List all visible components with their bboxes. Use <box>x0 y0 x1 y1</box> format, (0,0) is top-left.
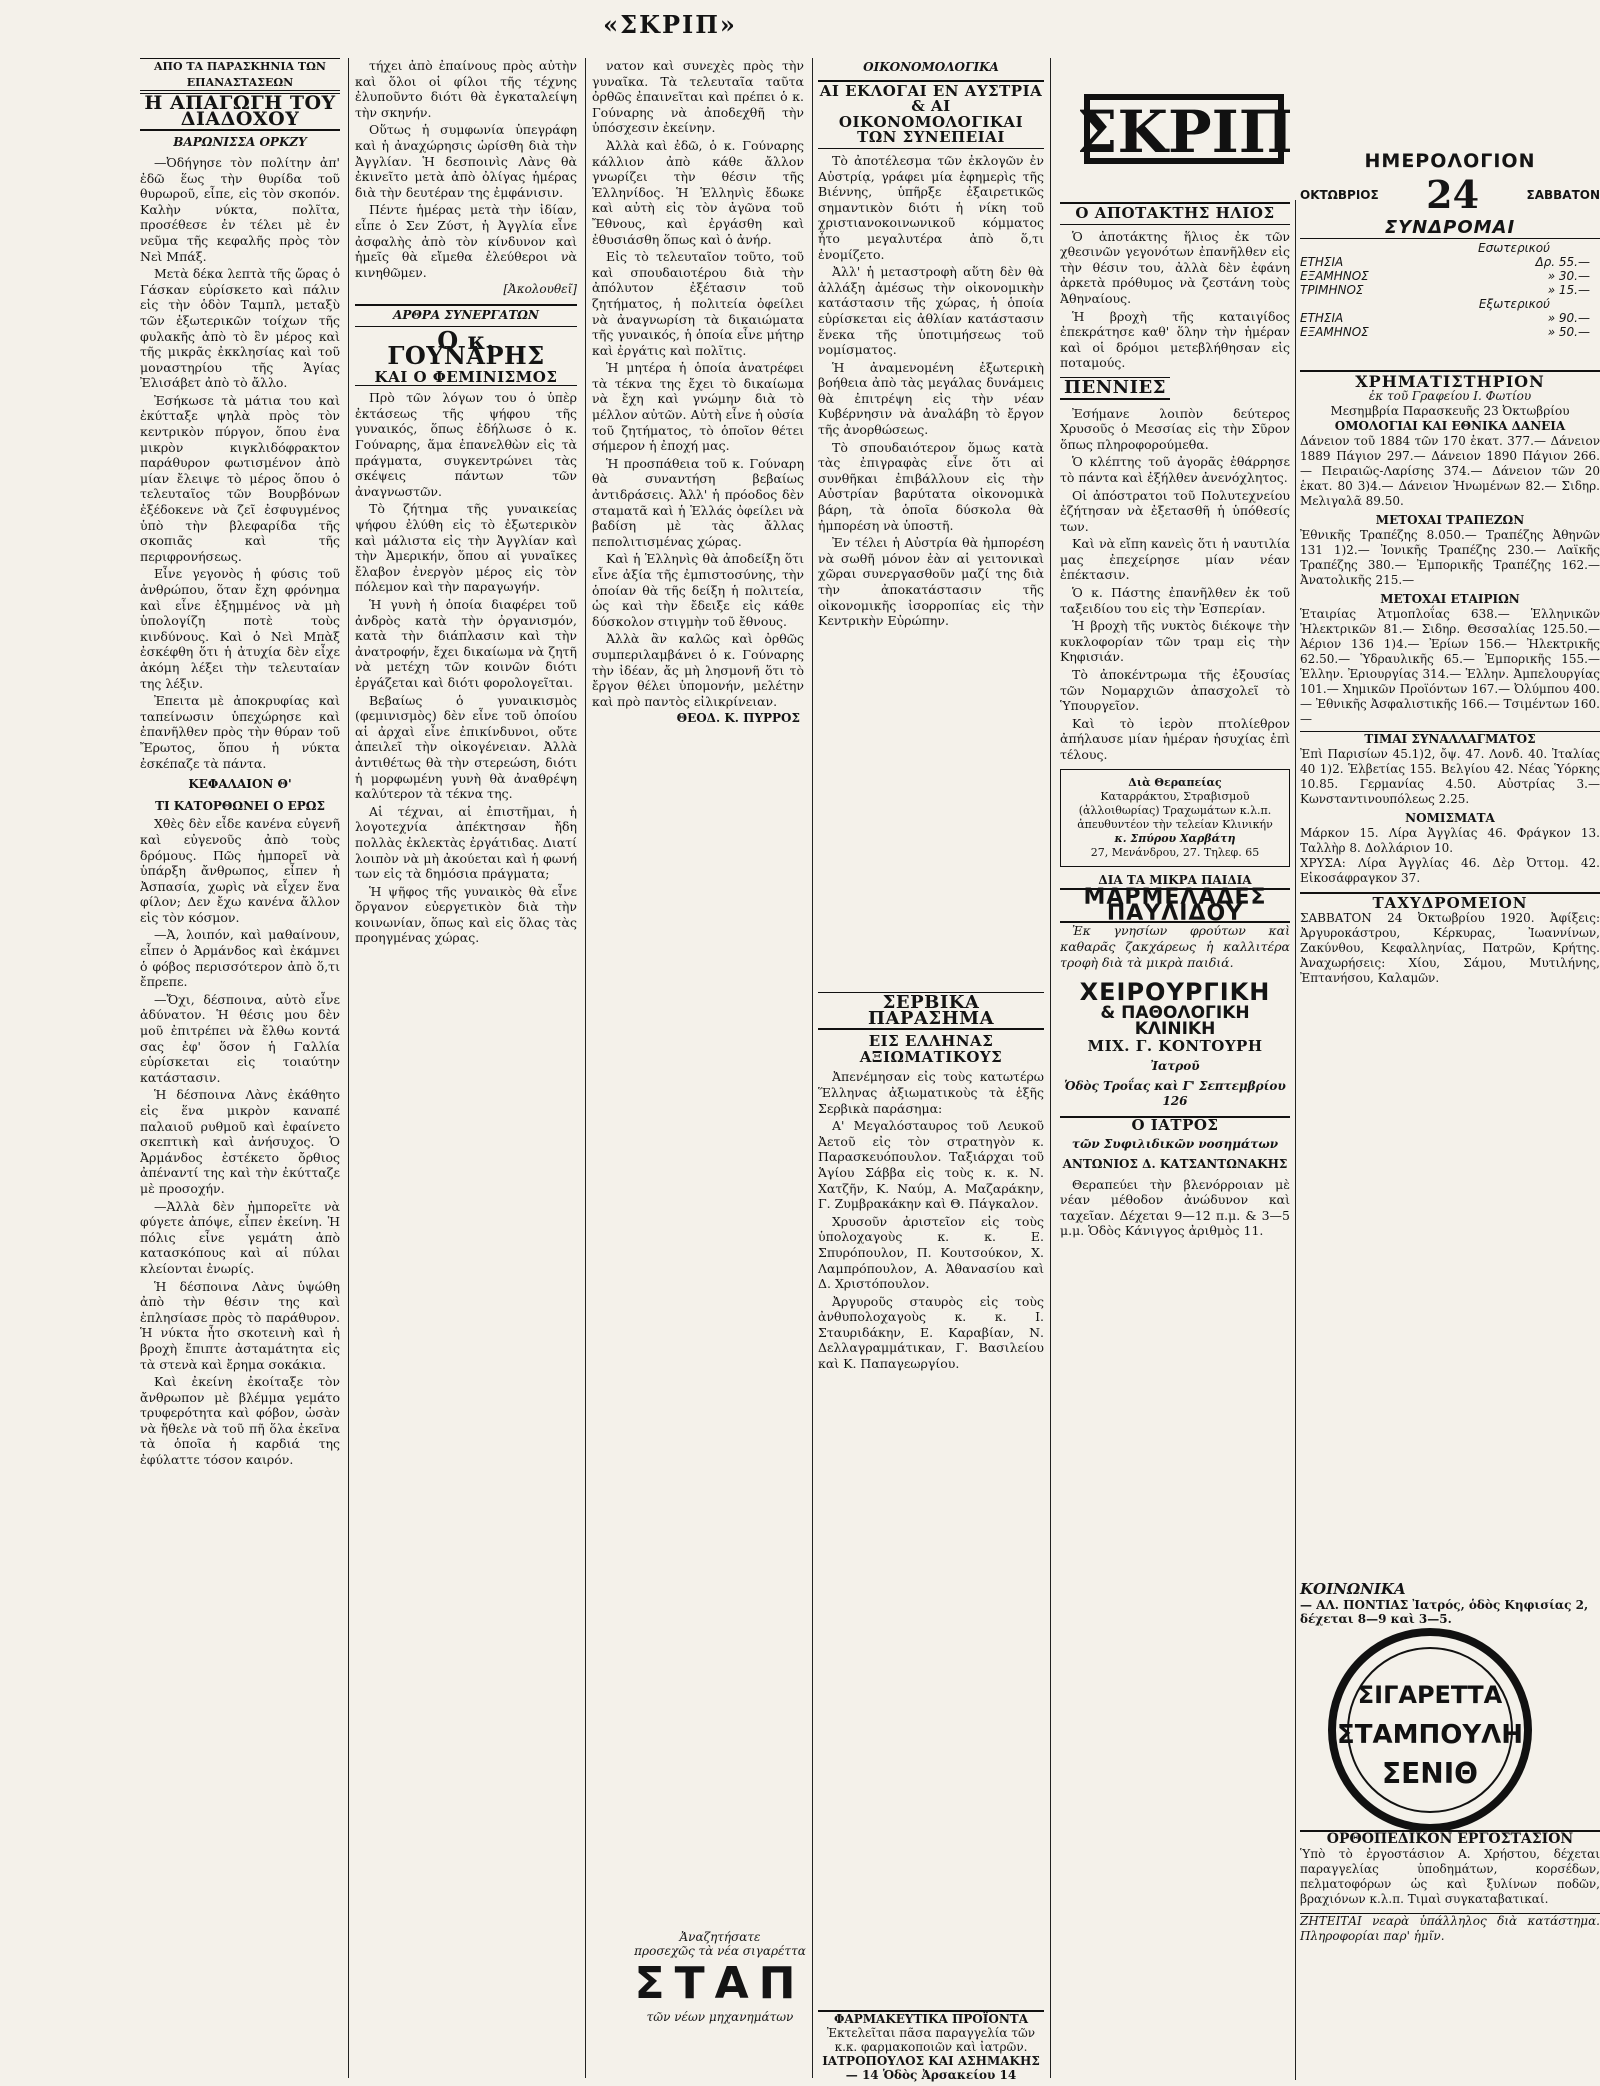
svg-text:ΣΕΝΙΘ: ΣΕΝΙΘ <box>1382 1757 1478 1790</box>
paragraph: Τὸ ζήτημα τῆς γυναικείας ψήφου ἐλύθη εἰς τὸ ἐξωτερικὸν καὶ μάλιστα εἰς τὴν Ἀγγλίαν καὶ τὴν Ἀμερικήν, ὅπου αἱ γυναῖκες ἔλαβον ἐνεργὸν μέρος εἰς τὸν πόλεμον καὶ τὴν παραγωγήν. <box>355 501 577 595</box>
bourse-text: Ἑταιρίας Ἀτμοπλοΐας 638.— Ἑλληνικῶν Ἠλεκτρικῶν 81.— Σιδηρ. Θεσσαλίας 125.50.— Ἀέριον 136 1)4.— Ἐρίων 156.— Ἠλεκτρικῆς 62.50.— Ὑδραυλικῆς 65.— Ἐμπορικῆς 155.— Ἑλλην. Ἐριουργίας 314.— Ἑλλην. Ἀμπελουργίας 101.— Χημικῶν Προϊόντων 167.— Ὀλύμπου 400.— Ἐθνικῆς Ἀσφαλιστικῆς 166.— Τσιμέντων 160.— <box>1300 607 1600 726</box>
article-subtitle: ΕΙΣ ΕΛΛΗΝΑΣ ΑΞΙΩΜΑΤΙΚΟΥΣ <box>859 1032 1003 1066</box>
social-title: ΚΟΙΝΩΝΙΚΑ <box>1300 1580 1406 1598</box>
masthead-title: «ΣΚΡΙΠ» <box>603 10 737 39</box>
iatros-title: Ο ΙΑΤΡΟΣ <box>1060 1116 1290 1134</box>
column-rule <box>585 58 586 2078</box>
pennies-item: Ἡ βροχὴ τῆς νυκτὸς διέκοψε τὴν κυκλοφορίαν τῶν τραμ εἰς τὴν Κηφισιάν. <box>1060 618 1290 665</box>
iatros-name: ΑΝΤΩΝΙΟΣ Δ. ΚΑΤΣΑΝΤΩΝΑΚΗΣ <box>1062 1156 1288 1171</box>
ad-title: Διὰ Θεραπείας <box>1128 775 1222 789</box>
paragraph: Ἡ προσπάθεια τοῦ κ. Γούναρη θὰ συναντήση βεβαίως ἀντιδράσεις. Ἀλλ' ἡ πρόοδος δὲν σταματᾶ καὶ ἡ Ἑλλάς ὀφείλει νὰ βαδίση μὲ τὰς ἄλλας πεπολιτισμένας χώρας. <box>592 455 804 549</box>
serial-label: ΑΠΟ ΤΑ ΠΑΡΑΣΚΗΝΙΑ ΤΩΝ ΕΠΑΝΑΣΤΑΣΕΩΝ <box>140 58 340 91</box>
bourse-heading: ΜΕΤΟΧΑΙ ΤΡΑΠΕΖΩΝ <box>1375 513 1525 527</box>
paragraph: Μετὰ δέκα λεπτὰ τῆς ὥρας ὁ Γάσκαν εὑρίσκετο καὶ πάλιν εἰς τὴν ὁδὸν Ταμπλ, μεταξὺ τῶν ἐξωτερικῶν τοίχων τῆς φυλακῆς ἀπὸ τὸ ἓν μέρος καὶ τῆς μικρᾶς ἐκκλησίας καὶ τοῦ μοναστηρίου τῆς Ἁγίας Ἐλισάβετ ἀπὸ τὸ ἄλλο. <box>140 266 340 391</box>
bourse-text: Ἐθνικῆς Τραπέζης 8.050.— Τραπέζης Ἀθηνῶν 131 1)2.— Ἰονικῆς Τραπέζης 230.— Λαϊκῆς Τραπέζης 380.— Ἐμπορικῆς Τραπέζης 162.— Ἀνατολικῆς 215.— <box>1300 528 1600 587</box>
bourse-title: ΧΡΗΜΑΤΙΣΤΗΡΙΟΝ <box>1300 370 1600 389</box>
paragraph: νατον καὶ συνεχὲς πρὸς τὴν γυναῖκα. Τὰ τελευταῖα ταῦτα ὀρθῶς ἐπαινεῖται καὶ πρέπει ὁ κ. Γούναρης νὰ ἀποδεχθῆ τὴν ὑπόσχεσιν ἐκείνην. <box>592 58 804 136</box>
bourse-text: Ἐπὶ Παρισίων 45.1)2, ὄψ. 47. Λονδ. 40. Ἰταλίας 40 1)2. Ἑλβετίας 155. Βελγίου 42. Νέας Ὑόρκης 10.85. Γερμανίας 4.50. Αὐστρίας 3.— Κωνσταντινουπόλεως 2.25. <box>1300 747 1600 806</box>
paragraph: Ἡ ἀναμενομένη ἐξωτερικὴ βοήθεια ἀπὸ τὰς μεγάλας δυνάμεις θὰ ἐπιτρέψη εἰς τὴν νέαν Κυβέρνησιν νὰ ἀναλάβη τὸ ἔργον τῆς ἀνορθώσεως. <box>818 359 1044 438</box>
ad-text: Ἐκ γνησίων φρούτων καὶ καθαρᾶς ζακχάρεως ἡ καλλιτέρα τροφὴ διὰ τὰ μικρὰ παιδιά. <box>1060 923 1290 970</box>
paragraph: τήχει ἀπὸ ἐπαίνους πρὸς αὐτὴν καὶ ὅλοι οἱ φίλοι τῆς τέχνης ἐλυποῦντο διότι θὰ ἐγκαταλείψη τὴν σκηνήν. <box>355 58 577 120</box>
subscriptions-group: Εξωτερικού <box>1478 297 1550 311</box>
stock-exchange <box>1300 370 1600 986</box>
subscription-row: ΤΡΙΜΗΝΟΣ » 15.— <box>1300 283 1590 297</box>
paragraph: —Ὄχι, δέσποινα, αὐτὸ εἶνε ἀδύνατον. Ἡ θέσις μου δὲν μοῦ ἐπιτρέπει νὰ ἔλθω κοντά σας ἐφ' ὅσον ἡ Γαλλία εὑρίσκεται εἰς τοιαύτην κατάστασιν. <box>140 991 340 1085</box>
paragraph: Ἡ γυνὴ ἡ ὁποία διαφέρει τοῦ ἀνδρὸς κατὰ τὴν ὀργανισμόν, κατὰ τὴν διάπλασιν καὶ τὴν ἀνατροφήν, ἔχει δικαίωμα νὰ ζητῆ νὰ μετέχη τῶν κοινῶν διότι ἐργάζεται καὶ διότι φορολογεῖται. <box>355 597 577 690</box>
pennies-item: Καὶ τὸ ἱερὸν πτολίεθρον ἀπήλαυσε μίαν ἡμέραν ἡσυχίας ἐπὶ τέλους. <box>1060 715 1290 762</box>
chapter-title: ΤΙ ΚΑΤΟΡΘΩΝΕΙ Ο ΕΡΩΣ <box>155 798 325 813</box>
serbian-medals-article <box>818 990 1044 1990</box>
bourse-text: Δάνειον τοῦ 1884 τῶν 170 ἑκατ. 377.— Δάνειον 1889 Πάγιον 297.— Δάνειον 1890 Πάγιον 266.— Πειραιῶς-Λαρίσης 374.— Δάνειον τῶν 20 ἑκατ. 80 3)4.— Δάνειον Ἠνωμένων 82.— Σιδηρ. Μελιγαλᾶ 89.50. <box>1300 434 1600 508</box>
paragraph: Πέντε ἡμέρας μετὰ τὴν ἰδίαν, εἶπε ὁ Σεν Ζύστ, ἡ Ἀγγλία εἶνε ἀσφαλὴς ἀπὸ τὸν κίνδυνον καὶ ἡμεῖς θὰ εἴμεθα ἐλεύθεροι νὰ κινηθῶμεν. <box>355 202 577 280</box>
bourse-source: ἐκ τοῦ Γραφείου Ι. Φωτίου <box>1368 389 1532 403</box>
ad-line: τῶν νέων μηχανημάτων <box>646 2010 794 2024</box>
paragraph: Καὶ ἡ Ἑλληνὶς θὰ ἀποδείξη ὅτι εἶνε ἀξία τῆς ἐμπιστοσύνης, τὴν ὁποίαν θὰ τῆς δείξη ἡ πολιτεία, ὡς καὶ τὴν ἔδειξε εἰς κάθε δύσκολον στιγμὴν τοῦ ἔθνους. <box>592 551 804 629</box>
calendar-date <box>1300 172 1600 217</box>
paragraph: Αἱ τέχναι, αἱ ἐπιστῆμαι, ἡ λογοτεχνία ἀπέκτησαν ἤδη πολλὰς ἐκλεκτὰς ἐργάτιδας. Διατί λοιπὸν νὰ μὴ ἀκούεται καὶ ἡ φωνή των εἰς τὰ δημόσια πράγματα; <box>355 803 577 882</box>
paragraph: Ἀπενέμησαν εἰς τοὺς κατωτέρω Ἕλληνας ἀξιωματικοὺς τὰ ἑξῆς Σερβικὰ παράσημα: <box>818 1069 1044 1116</box>
subscriptions-title: ΣΥΝΔΡΟΜΑΙ <box>1300 217 1600 239</box>
pennies-item: Οἱ ἀπόστρατοι τοῦ Πολυτεχνείου ἐζήτησαν νὰ ἐξετασθῆ ἡ ὑπόθεσίς των. <box>1060 487 1290 534</box>
serial-author: ΒΑΡΩΝΙΣΣΑ ΟΡΚΖΥ <box>173 135 307 150</box>
subscription-row: ΕΞΑΜΗΝΟΣ » 30.— <box>1300 269 1590 283</box>
svg-text:ΣΤΑΜΠΟΥΛΗ: ΣΤΑΜΠΟΥΛΗ <box>1336 1720 1524 1750</box>
bourse-heading: ΝΟΜΙΣΜΑΤΑ <box>1405 811 1495 825</box>
paragraph: Ἐν τέλει ἡ Αὐστρία θὰ ἠμπορέση νὰ σωθῆ μόνον ἐὰν αἱ γειτονικαὶ χῶραι συνεργασθοῦν μαζί της διὰ τὴν ἀποκατάστασιν τῆς οἰκονομικῆς ἰσορροπίας εἰς τὴν Κεντρικὴν Εὐρώπην. <box>818 535 1044 629</box>
chapter-heading: ΚΕΦΑΛΑΙΟΝ Θ' <box>188 777 292 792</box>
subscription-row: ΕΤΗΣΙΑ Δρ. 55.— <box>1300 255 1590 269</box>
paragraph: Ἡ ψῆφος τῆς γυναικὸς θὰ εἶνε ὄργανον εὐεργετικὸν διὰ τὴν κοινωνίαν, ὅπως καὶ εἰς ὅλας τὰς προηγμένας χώρας. <box>355 883 577 946</box>
stap-advertisement <box>630 1930 810 2024</box>
logo-graphic <box>1080 74 1290 184</box>
ad-text: Ἐκτελεῖται πᾶσα παραγγελία τῶν κ.κ. φαρμακοποιῶν καὶ ἰατρῶν. <box>826 2026 1036 2054</box>
paragraph: Ἀλλὰ καὶ ἐδῶ, ὁ κ. Γούναρης κάλλιον ἀπὸ κάθε ἄλλον γνωρίζει τὴν θέσιν τῆς Ἑλληνίδος. Ἡ Ἑλληνὶς ἔδωκε καὶ αὐτὴ εἰς τὸν ἀγῶνα τοῦ Ἔθνους, καὶ ἐργάσθη καὶ ἐθυσιάσθη ὅπως καὶ ὁ ἀνήρ. <box>592 137 804 247</box>
paragraph: Βεβαίως ὁ γυναικισμὸς (φεμινισμὸς) δὲν εἶνε τοῦ ὁποίου αἱ ἀρχαὶ εἶνε ἐπικίνδυνοι, οὔτε ἀπειλεῖ τὴν οἰκογένειαν. Ἀλλὰ ἀντιθέτως θὰ τὴν στερεώση, διότι ἡ μορφωμένη γυνὴ θὰ ἀναθρέψη καλύτερον τὰ τέκνα της. <box>355 692 577 802</box>
column-serial <box>140 58 340 2078</box>
orthopedic-ad <box>1300 1830 1600 1944</box>
ad-heading: ΔΙΑ ΤΑ ΜΙΚΡΑ ΠΑΙΔΙΑ <box>1098 872 1252 887</box>
iatros-subtitle: τῶν Συφιλιδικῶν νοσημάτων <box>1071 1137 1279 1152</box>
paragraph: Ἡ δέσποινα Λὰνς ὑψώθη ἀπὸ τὴν θέσιν της καὶ ἐπλησίασε πρὸς τὸ παράθυρον. Ἡ νύκτα ἦτο σκοτεινὴ καὶ ἡ βροχὴ ἔπιπτε ἀσταμάτητα εἰς τὰ στενὰ καὶ ἔρημα σοκάκια. <box>140 1278 340 1372</box>
subscription-row: ΕΞΑΜΗΝΟΣ » 50.— <box>1300 325 1590 339</box>
social-text: — ΑΛ. ΠΟΝΤΙΑΣ Ἰατρός, ὁδὸς Κηφισίας 2, δέχεται 8—9 καὶ 3—5. <box>1300 1598 1589 1626</box>
pennies-item: Καὶ νὰ εἴπη κανεὶς ὅτι ἡ ναυτιλία μας ἐπεχείρησε μίαν νέαν ἐπέκτασιν. <box>1060 536 1290 583</box>
bourse-text: Μάρκον 15. Λίρα Ἀγγλίας 46. Φράγκον 13. Ταλλὴρ 8. Δολλάριον 10. <box>1300 826 1600 855</box>
bourse-date: Μεσημβρία Παρασκευῆς 23 Ὀκτωβρίου <box>1330 404 1570 418</box>
pharma-advertisement <box>818 2010 1044 2082</box>
ad-doctor: κ. Σπύρου Χαρβάτη <box>1114 831 1236 845</box>
social-news <box>1300 1580 1600 1626</box>
bourse-text: ΧΡΥΣΑ: Λίρα Ἀγγλίας 46. Δὲρ Ὀττομ. 42. Εἰκοσάφραγκον 37. <box>1300 856 1600 885</box>
column-rule <box>1295 200 1296 2080</box>
paragraph: Ἀλλ' ἡ μεταστροφὴ αὕτη δὲν θὰ ἀλλάξη ἀμέσως τὴν οἰκονομικὴν κατάστασιν τῆς χώρας, ἡ ὁποία εὑρίσκεται εἰς ἀθλίαν κατάστασιν ἕνεκα τῆς ὑποτιμήσεως τοῦ νομίσματος. <box>818 264 1044 358</box>
paragraph: Τὸ σπουδαιότερον ὅμως κατὰ τὰς ἐπιγραφὰς εἶνε ὅτι αἱ συνθῆκαι ἐπιβάλλουν εἰς τὴν Αὐστρίαν βαρύτατα οἰκονομικὰ βάρη, τὰ ὁποῖα δύσκολα θὰ ἠμπορέση νὰ ὑποστῆ. <box>818 439 1044 533</box>
calendar-day: 24 <box>1426 172 1480 217</box>
calendar-box <box>1300 150 1600 339</box>
stamp-graphic <box>1325 1625 1535 1835</box>
paragraph: Εἰς τὸ τελευταῖον τοῦτο, τοῦ καὶ σπουδαιοτέρου διὰ τὴν ἀπόλυτον ἐξέτασιν τοῦ ζητήματος, ἡ πολιτεία ὀφείλει νὰ ἀναγνωρίση τὰ δικαιώματα τῆς γυναικός, ἡ ὁποία εἶνε μήτηρ καὶ ἐργάτις καὶ πολῖτις. <box>592 249 804 358</box>
bourse-heading: ΜΕΤΟΧΑΙ ΕΤΑΙΡΙΩΝ <box>1380 592 1520 606</box>
calendar-month: ΟΚΤΩΒΡΙΟΣ <box>1300 187 1379 202</box>
article-subtitle: ΚΑΙ Ο ΦΕΜΙΝΙΣΜΟΣ <box>355 370 577 387</box>
paragraph: Ὁ ἀποτάκτης ἥλιος ἐκ τῶν χθεσινῶν γεγονότων ἐπανῆλθεν εἰς τὴν θέσιν του, ἀλλὰ δὲν ἐφάνη ἀρκετὰ πρόθυμος νὰ ζεστάνη τοὺς Ἀθηναίους. <box>1060 228 1290 306</box>
masthead-logo <box>1080 74 1290 184</box>
serial-title: Η ΑΠΑΓΩΓΗ ΤΟΥ ΔΙΑΔΟΧΟΥ <box>140 93 340 131</box>
pennies-item: Ὁ κ. Πάστης ἐπανῆλθεν ἐκ τοῦ ταξειδίου του εἰς τὴν Ἑσπερίαν. <box>1060 585 1290 616</box>
ad-brand: ΣΤΑΠ <box>634 1958 806 2009</box>
column-four <box>818 58 1044 978</box>
paragraph: Ἡ μητέρα ἡ ὁποία ἀνατρέφει τὰ τέκνα της ἔχει τὸ δικαίωμα νὰ ἔχη καὶ γνώμην διὰ τὸ μέλλον αὐτῶν. Αὐτὴ εἶνε ἡ οὐσία τοῦ ζητήματος, τὸ ὁποῖον θέτει σήμερον ἡ ἐποχή μας. <box>592 360 804 454</box>
paragraph: Α' Μεγαλόσταυρος τοῦ Λευκοῦ Ἀετοῦ εἰς τὸν στρατηγὸν κ. Παρασκευόπουλον. Ταξιάρχαι τοῦ Ἁγίου Σάββα εἰς τοὺς κ. κ. Ν. Χατζῆν, Κ. Ναύμ, Α. Μαζαράκην, Γ. Ζυμβρακάκην καὶ Θ. Πάγκαλον. <box>818 1118 1044 1212</box>
section-heading: ΟΙΚΟΝΟΜΟΛΟΓΙΚΑ <box>863 60 999 74</box>
ad-line: προσεχῶς τὰ νέα σιγαρέττα <box>634 1944 806 1958</box>
paragraph: Τὸ ἀποτέλεσμα τῶν ἐκλογῶν ἐν Αὐστρίᾳ, γράφει μία ἐφημερὶς τῆς Βιέννης, ὑπῆρξε ἐξαιρετικῶς σημαντικὸν διότι ἡ νίκη τοῦ χριστιανοκοινωνικοῦ κόμματος ἦτο μεγαλυτέρα ἀπὸ ὅ,τι ἐνομίζετο. <box>818 152 1044 262</box>
pennies-item: Ἐσήμανε λοιπὸν δεύτερος Χρυσοῦς ὁ Μεσσίας εἰς τὴν Σῦρον ὅπως πληροφορούμεθα. <box>1060 405 1290 452</box>
paragraph: Ἐπειτα μὲ ἀποκρυφίας καὶ ταπείνωσιν ὑπεχώρησε καὶ ἐπανῆλθεν πρὸς τὴν θύραν τοῦ Ἔρωτος, ὅπου ἡ νύκτα ἐσκέπαζε τὰ πάντα. <box>140 693 340 771</box>
paragraph: Χθὲς δὲν εἶδε κανένα εὐγενῆ καὶ εὐγενοῦς ἀπὸ τοὺς δρόμους. Πῶς ἠμπορεῖ νὰ ὑπάρξη ἄνθρωπος, εἶπεν ἡ Ἀσπασία, χωρὶς νὰ εἶχεν ἕνα φίλον; Δεν ἔχω κανένα ἄλλον εἰς τὸν κόσμον. <box>140 816 340 925</box>
calendar-title: ΗΜΕΡΟΛΟΓΙΟΝ <box>1364 150 1536 172</box>
cigarette-stamp <box>1325 1625 1535 1835</box>
paragraph: Καὶ ἐκείνη ἐκοίταξε τὸν ἄνθρωπον μὲ βλέμμα γεμάτο τρυφερότητα καὶ φόβον, ὡσὰν νὰ ἤθελε νὰ τοῦ πῆ ὅλα ἐκεῖνα τὰ ὁποῖα ἡ καρδιά της ἐφύλαττε τόσον καιρόν. <box>140 1374 340 1468</box>
paragraph: Ἀλλὰ ἂν καλῶς καὶ ὀρθῶς συμπεριλαμβάνει ὁ κ. Γούναρης τὴν ἰδέαν, ἄς μὴ λησμονῆ ὅτι τὸ ἔργον θέλει ὑπομονήν, μελέτην καὶ πρὸ παντὸς εἰλικρίνειαν. <box>592 631 804 709</box>
paragraph: Ἀργυροῦς σταυρὸς εἰς τοὺς ἀνθυπολοχαγοὺς κ. κ. Ι. Σταυριδάκην, Ε. Καραβίαν, Ν. Δελλαγραμμάτικαν, Γ. Βασιλείου καὶ Κ. Παπαγεωργίου. <box>818 1293 1044 1372</box>
ad-text: Καταρράκτου, Στραβισμοῦ (ἀλλοιθωρίας) Τραχωμάτων κ.λ.π. ἀπευθυντέον τὴν τελείαν Κλινικήν <box>1077 789 1273 831</box>
continued-note: [Ἀκολουθεῖ] <box>503 282 577 297</box>
section-heading: ΑΡΘΡΑ ΣΥΝΕΡΓΑΤΩΝ <box>355 304 577 327</box>
svg-text:ΣΙΓΑΡΕΤΤΑ: ΣΙΓΑΡΕΤΤΑ <box>1357 1681 1503 1709</box>
subscription-row: ΕΤΗΣΙΑ » 90.— <box>1300 311 1590 325</box>
pennies-title: ΠΕΝΝΙΕΣ <box>1060 377 1170 400</box>
post-title: ΤΑΧΥΔΡΟΜΕΙΟΝ <box>1300 892 1600 911</box>
paragraph: Εἶνε γεγονὸς ἡ φύσις τοῦ ἀνθρώπου, ὅταν ἔχη φρόνημα καὶ εἶνε ἐξημμένος νὰ μὴ ὑπολογίζη ποτὲ τοὺς κινδύνους. Καὶ ὁ Νεὶ Μπὰξ ἐσκέφθη ὅτι ἡ ἀτυχία δὲν εἶχε ἀκόμη λέξει τὴν τελευταίαν της λέξιν. <box>140 566 340 691</box>
subscriptions-group: Εσωτερικού <box>1478 241 1550 255</box>
clinic-advertisement <box>1060 769 1290 867</box>
ad-title: ΦΑΡΜΑΚΕΥΤΙΚΑ ΠΡΟΪΟΝΤΑ <box>818 2010 1044 2026</box>
article-title: Ο ΑΠΟΤΑΚΤΗΣ ΗΛΙΟΣ <box>1060 202 1290 225</box>
article-title: Ο κ. ΓΟΥΝΑΡΗΣ <box>387 325 545 371</box>
ad-title: ΟΡΘΟΠΕΔΙΚΟΝ ΕΡΓΟΣΤΑΣΙΟΝ <box>1300 1830 1600 1847</box>
subscriptions-table <box>1300 241 1590 339</box>
article-author: ΘΕΟΔ. Κ. ΠΥΡΡΟΣ <box>676 711 800 726</box>
article-title: ΑΙ ΕΚΛΟΓΑΙ ΕΝ ΑΥΣΤΡΙΑ & ΑΙ ΟΙΚΟΝΟΜΟΛΟΓΙΚΑΙ ΤΩΝ ΣΥΝΕΠΕΙΑΙ <box>818 80 1044 149</box>
column-five <box>1060 200 1290 2070</box>
clinic-address: Ὁδὸς Τροΐας καὶ Γ' Σεπτεμβρίου 126 <box>1064 1078 1286 1109</box>
clinic-doctor: ΜΙΧ. Γ. ΚΟΝΤΟΥΡΗ <box>1087 1037 1263 1056</box>
clinic-title: ΧΕΙΡΟΥΡΓΙΚΗ <box>1079 978 1271 1007</box>
logo-word: ΣΚΡΙΠ <box>1080 98 1290 166</box>
paragraph: Πρὸ τῶν λόγων του ὁ ὑπὲρ ἐκτάσεως τῆς ψήφου τῆς γυναικός, ὅπως ἐδήλωσε ὁ κ. Γούναρης, ἅμα ἐπανελθὼν εἰς τὰ πράγματα, συγκεντρώνει τὰς σκέψεις πάντων τῶν ἀναγνωστῶν. <box>355 390 577 499</box>
paragraph: Χρυσοῦν ἀριστεῖον εἰς τοὺς ὑπολοχαγοὺς κ. κ. Ε. Σπυρόπουλον, Π. Κουτσούκον, Χ. Λαμπρόπουλον, Α. Ἀθανασίου καὶ Δ. Χριστόπουλον. <box>818 1213 1044 1292</box>
paragraph: —Ὀδήγησε τὸν πολίτην ἀπ' ἐδῶ ἕως τὴν θυρίδα τοῦ θυρωροῦ, εἶπε, εἰς τὸν σκοπόν. Καλὴν νύκτα, πολῖτα, προσέθεσε ἐν τέλει μὲ ἐν νεῦμα τῆς κεφαλῆς πρὸς τὸν Νεὶ Μπάξ. <box>140 154 340 264</box>
ad-line: Ἀναζητήσατε <box>679 1930 761 1944</box>
clinic-role: Ἰατροῦ <box>1150 1058 1200 1073</box>
paragraph: Οὕτως ἡ συμφωνία ὑπεγράφη καὶ ἡ ἀναχώρησις ὡρίσθη διὰ τὴν Ἀγγλίαν. Ἡ δεσποινὶς Λὰνς θὰ ἐκινεῖτο μετὰ ἀπὸ ὀλίγας ἡμέρας διὰ τὴν δευτέραν της ἐμφάνισιν. <box>355 122 577 200</box>
column-three <box>592 58 804 1918</box>
column-rule <box>348 58 349 2078</box>
ad-text: Θεραπεύει τὴν βλενόρροιαν μὲ νέαν μέθοδον ἀνώδυνον καὶ ταχεῖαν. Δέχεται 9—12 π.μ. & 3—5 μ.μ. Ὁδὸς Κάνιγγος ἀριθμὸς 11. <box>1060 1176 1290 1239</box>
paragraph: —Ἀ, λοιπόν, καὶ μαθαίνουν, εἶπεν ὁ Ἀρμάνδος καὶ ἐκάμνει ὁ φόβος περισσότερον ἀπὸ ὅ,τι ἔπρεπε. <box>140 927 340 990</box>
paragraph: Ἡ δέσποινα Λὰνς ἐκάθητο εἰς ἕνα μικρὸν καναπέ παλαιοῦ ρυθμοῦ καὶ ἐφαίνετο σκεπτικὴ καὶ ἀνήσυχος. Ὁ Ἀρμάνδος ἐστέκετο ὄρθιος ἀπέναντί της καὶ τὴν ἐκύτταζε μὲ προσοχήν. <box>140 1087 340 1196</box>
article-title: ΣΕΡΒΙΚΑ ΠΑΡΑΣΗΜΑ <box>818 992 1044 1030</box>
ad-address: 27, Μενάνδρου, 27. Τηλεφ. 65 <box>1090 845 1260 859</box>
paragraph: Ἡ βροχὴ τῆς καταιγίδος ἐπεκράτησε καθ' ὅλην τὴν ἡμέραν καὶ οἱ δρόμοι μετεβλήθησαν εἰς ποταμούς. <box>1060 308 1290 371</box>
calendar-weekday: ΣΑΒΒΑΤΟΝ <box>1526 187 1600 202</box>
column-rule <box>1050 58 1051 2078</box>
marmalade-ad-title: ΜΑΡΜΕΛΑΔΕΣ ΠΑΥΛΙΔΟΥ <box>1060 888 1290 923</box>
ad-address: ΙΑΤΡΟΠΟΥΛΟΣ ΚΑΙ ΑΣΗΜΑΚΗΣ — 14 Ὁδὸς Ἀρσακείου 14 <box>822 2054 1040 2082</box>
pennies-item: Τὸ ἀποκέντρωμα τῆς ἐξουσίας τῶν Νομαρχιῶν ἀπασχολεῖ τὸ Ὑπουργεῖον. <box>1060 667 1290 714</box>
clinic-subtitle: & ΠΑΘΟΛΟΓΙΚΗ ΚΛΙΝΙΚΗ <box>1100 1003 1250 1039</box>
paragraph: —Ἀλλὰ δὲν ἠμπορεῖτε νὰ φύγετε ἀπόψε, εἶπεν ἐκείνη. Ἡ πόλις εἶνε γεμάτη ἀπὸ κατασκόπους καὶ αἱ πύλαι κλείονται ἐνωρίς. <box>140 1198 340 1276</box>
pennies-item: Ὁ κλέπτης τοῦ ἀγορᾶς ἐθάρρησε τὸ πάντα καὶ ἐξήλθεν ἀνενόχλητος. <box>1060 454 1290 485</box>
column-rule <box>812 58 813 2078</box>
ad-text: Ὑπὸ τὸ ἐργοστάσιον Α. Χρήστου, δέχεται παραγγελίας ὑποδημάτων, κορσέδων, πελματοφόρων ὡς καὶ ξυλίνων ποδῶν, βραχιόνων κ.λ.π. Τιμαὶ συγκαταβατικαί. <box>1300 1847 1600 1906</box>
paragraph: Ἐσήκωσε τὰ μάτια του καὶ ἐκύτταξε ψηλὰ πρὸς τὸν κεντρικὸν πύργον, ὅπου ἐνα μικρὸν κιγκλιδόφρακτον παράθυρον φωτισμένον ἀπὸ μίαν ἔλειψε τὸ μέρος ὅπου ὁ τελευταῖος τῶν Βουρβόνων ἐξέδοκενε νὰ ζεῖ ἐσφυγμένος ὑπὸ τὴν βλεφαρίδα τῆς σκοπιᾶς καὶ τῆς περιφρονήσεως. <box>140 392 340 564</box>
post-text: ΣΑΒΒΑΤΟΝ 24 Ὀκτωβρίου 1920. Ἀφίξεις: Ἀργυροκάστρου, Κέρκυρας, Ἰωαννίνων, Ζακύνθου, Κεφαλληνίας, Πατρῶν, Κρήτης. Ἀναχωρήσεις: Χίου, Σάμου, Μυτιλήνης, Ἐπτανήσου, Καλαμῶν. <box>1300 911 1600 985</box>
bourse-heading: ΟΜΟΛΟΓΙΑΙ ΚΑΙ ΕΘΝΙΚΑ ΔΑΝΕΙΑ <box>1334 419 1566 433</box>
column-two <box>355 58 577 2078</box>
bourse-heading: ΤΙΜΑΙ ΣΥΝΑΛΛΑΓΜΑΤΟΣ <box>1300 731 1600 747</box>
classified-ad: ΖΗΤΕΙΤΑΙ νεαρὰ ὑπάλληλος διὰ κατάστημα. Πληροφορίαι παρ' ἡμῖν. <box>1300 1914 1600 1943</box>
